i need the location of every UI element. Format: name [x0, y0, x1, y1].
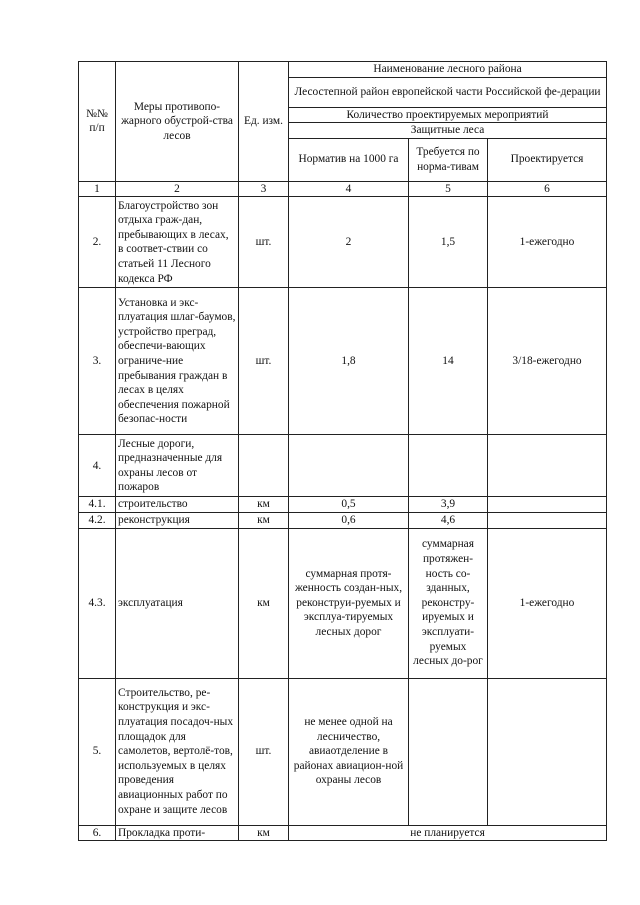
row-merged-value: не планируется [289, 825, 607, 841]
row-required: 14 [409, 288, 488, 435]
row-unit: км [239, 825, 289, 841]
row-unit: км [239, 528, 289, 678]
row-required [409, 435, 488, 497]
row-planned [488, 678, 607, 825]
col-number: 3 [239, 181, 289, 197]
row-unit [239, 435, 289, 497]
row-measure: Лесные дороги, предназначенные для охраны лесов от пожаров [116, 435, 239, 497]
row-planned: 3/18-ежегодно [488, 288, 607, 435]
row-num: 5. [79, 678, 116, 825]
col-number: 5 [409, 181, 488, 197]
header-unit: Ед. изм. [239, 62, 289, 182]
row-planned: 1-ежегодно [488, 197, 607, 288]
column-number-row [79, 181, 607, 197]
row-norm: суммарная протя-женность создан-ных, реконструи-руемых и эксплуа-тируемых лесных дорог [289, 528, 409, 678]
col-number: 2 [116, 181, 239, 197]
row-planned: 1-ежегодно [488, 528, 607, 678]
row-planned [488, 497, 607, 513]
row-num: 4.3. [79, 528, 116, 678]
row-num: 3. [79, 288, 116, 435]
col-number: 4 [289, 181, 409, 197]
col-number: 1 [79, 181, 116, 197]
fire-measures-table [78, 61, 607, 841]
row-num: 6. [79, 825, 116, 841]
row-unit: км [239, 497, 289, 513]
table-row [79, 512, 607, 528]
row-planned [488, 435, 607, 497]
row-norm: 0,6 [289, 512, 409, 528]
row-unit: шт. [239, 678, 289, 825]
row-measure: Строительство, ре-конструкция и экс-плуатация посадоч-ных площадок для самолетов, вертолё-тов, используемых в целях проведения авиационных работ по охране и защите лесов [116, 678, 239, 825]
table-row [79, 528, 607, 678]
row-required [409, 678, 488, 825]
header-forest-region: Лесостепной район европейской части Российской фе-дерации [289, 77, 607, 107]
row-norm: 1,8 [289, 288, 409, 435]
row-measure: строительство [116, 497, 239, 513]
table-row [79, 825, 607, 841]
row-measure: Благоустройство зон отдыха граж-дан, пребывающих в лесах, в соответ-ствии со статьей 11 Лесного кодекса РФ [116, 197, 239, 288]
row-measure: реконструкция [116, 512, 239, 528]
row-norm [289, 435, 409, 497]
row-unit: шт. [239, 288, 289, 435]
row-num: 4.1. [79, 497, 116, 513]
row-required: 4,6 [409, 512, 488, 528]
header-forest-type: Защитные леса [289, 123, 607, 139]
col-number: 6 [488, 181, 607, 197]
row-required: суммарная протяжен-ность со-зданных, реконстру-ируемых и эксплуати-руемых лесных до-рог [409, 528, 488, 678]
row-norm: 2 [289, 197, 409, 288]
header-measures: Меры противопо-жарного обустрой-ства лесов [116, 62, 239, 182]
table-row [79, 435, 607, 497]
header-num: №№ п/п [79, 62, 116, 182]
row-measure: Прокладка проти- [116, 825, 239, 841]
header-quantity-title: Количество проектируемых мероприятий [289, 107, 607, 123]
header-planned: Проектируется [488, 138, 607, 181]
table-row [79, 288, 607, 435]
header-required: Требуется по норма-тивам [409, 138, 488, 181]
row-norm: 0,5 [289, 497, 409, 513]
row-num: 4.2. [79, 512, 116, 528]
row-measure: эксплуатация [116, 528, 239, 678]
table-row [79, 197, 607, 288]
row-planned [488, 512, 607, 528]
header-norm: Норматив на 1000 га [289, 138, 409, 181]
row-measure: Установка и экс-плуатация шлаг-баумов, устройство преград, обеспечи-вающих ограниче-ние пребывания граждан в лесах в целях обеспечения пожарной безопас-ности [116, 288, 239, 435]
row-required: 1,5 [409, 197, 488, 288]
table-row [79, 678, 607, 825]
row-norm: не менее одной на лесничество, авиаотделение в районах авиацион-ной охраны лесов [289, 678, 409, 825]
row-unit: шт. [239, 197, 289, 288]
header-forest-region-title: Наименование лесного района [289, 62, 607, 78]
row-unit: км [239, 512, 289, 528]
row-num: 2. [79, 197, 116, 288]
table-row [79, 497, 607, 513]
row-required: 3,9 [409, 497, 488, 513]
row-num: 4. [79, 435, 116, 497]
